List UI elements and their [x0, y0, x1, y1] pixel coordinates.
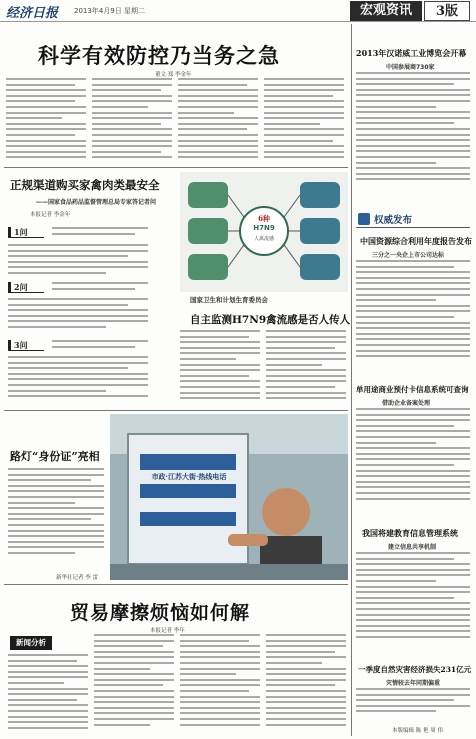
issue-date: 2013年4月9日 星期二: [74, 7, 145, 15]
disaster-loss-body: [356, 688, 470, 722]
infographic-caption: 国家卫生和计划生育委员会: [190, 296, 268, 304]
lead-body-col-1: [6, 78, 86, 164]
disaster-loss-subtitle: 灾情较去年同期偏重: [386, 680, 441, 687]
expo-body: [356, 72, 470, 196]
info-box-5: [300, 218, 340, 244]
editor-credit: 本版编辑 陈 艳 周 伟: [392, 728, 443, 734]
prepaid-card-title: 单用途商业预付卡信息系统可查询: [356, 385, 469, 394]
resource-report-body: [356, 260, 470, 376]
infographic-diagram: [180, 172, 348, 292]
info-box-6: [300, 254, 340, 280]
expo-subtitle: 中国参展商730家: [386, 64, 435, 71]
info-box-2: [188, 218, 228, 244]
prepaid-card-body: [356, 408, 470, 520]
disaster-loss-title: 一季度自然灾害经济损失231亿元: [358, 665, 472, 674]
right-column-divider: [351, 24, 352, 736]
info-box-4: [300, 182, 340, 208]
lead-headline: 科学有效防控乃当务之急: [38, 43, 280, 68]
trade-body-col-3: [180, 634, 260, 734]
trade-body-col-2: [94, 634, 174, 734]
authority-release-label: 权威发布: [374, 215, 413, 226]
lead-byline: 董文·郑 李金年: [155, 72, 192, 78]
news-analysis-tag: 新闻分析: [10, 636, 52, 650]
street-lamp-byline: 新华社记者 李 雷: [56, 575, 98, 581]
lead-body-col-2: [92, 78, 172, 164]
q2-question: [52, 282, 148, 294]
q1-question: [52, 227, 148, 239]
info-box-1: [188, 182, 228, 208]
q1-answer: [8, 244, 148, 280]
h7n9-body-col-1: [180, 330, 260, 406]
section-name: 宏观资讯: [350, 1, 422, 21]
trade-body-col-4: [266, 634, 346, 734]
worker-face: [262, 488, 310, 536]
street-lamp-photo-art: [110, 414, 348, 580]
worker-hand: [228, 534, 268, 546]
authority-release-banner: [356, 210, 470, 228]
prepaid-card-subtitle: 借助企业备案处理: [382, 400, 431, 407]
education-system-body: [356, 552, 470, 656]
info-center-mid: H7N9: [253, 224, 275, 232]
street-lamp-body: [8, 468, 104, 570]
h7n9-infographic: [180, 172, 348, 292]
resource-report-subtitle: 三分之一央企上市公司达标: [372, 252, 445, 259]
question-1-marker: 1问: [8, 227, 44, 238]
page-number: 3版: [424, 1, 470, 21]
bottom-divider: [4, 584, 348, 585]
lead-divider: [4, 167, 348, 168]
q3-question: [52, 340, 148, 352]
trade-body-col-1: [8, 654, 88, 734]
q2-answer: [8, 298, 148, 336]
question-2-marker: 2问: [8, 282, 44, 293]
trade-byline: 本报记者 李年: [150, 628, 185, 634]
poultry-body-col-2: [154, 218, 176, 408]
poultry-subhead: ——国家食品药品监督管理总局专家答记者问: [36, 199, 157, 206]
q3-answer: [8, 356, 148, 406]
resource-report-title: 中国资源综合利用年度报告发布: [360, 236, 472, 246]
street-lamp-headline: 路灯“身份证”亮相: [10, 450, 100, 463]
masthead: [0, 0, 476, 22]
info-box-3: [188, 254, 228, 280]
mid-divider: [4, 410, 348, 411]
street-lamp-photo: [110, 414, 348, 580]
info-center-top: 6种: [258, 214, 270, 223]
expo-title: 2013年汉诺威工业博览会开幕: [356, 48, 467, 58]
h7n9-body-col-2: [266, 330, 346, 406]
education-system-title: 我国将建教育信息管理系统: [362, 528, 458, 538]
education-system-subtitle: 建立信息共享机制: [388, 544, 437, 551]
trade-headline: 贸易摩擦烦恼如何解: [70, 602, 251, 624]
h7n9-headline: 自主监测H7N9禽流感是否人传人: [190, 314, 351, 326]
authority-release-icon: [358, 213, 370, 225]
poultry-headline: 正规渠道购买家禽肉类最安全: [10, 178, 160, 192]
question-3-marker: 3问: [8, 340, 44, 351]
lamp-sign-text: 市政·江苏大街·热线电话: [151, 472, 227, 481]
poultry-byline: 本报记者 李金年: [30, 212, 71, 218]
lead-body-col-3: [178, 78, 258, 164]
paper-name: 经济日报: [6, 6, 59, 21]
info-center-bot: 人禽流感: [253, 236, 274, 242]
lead-body-col-4: [264, 78, 344, 164]
